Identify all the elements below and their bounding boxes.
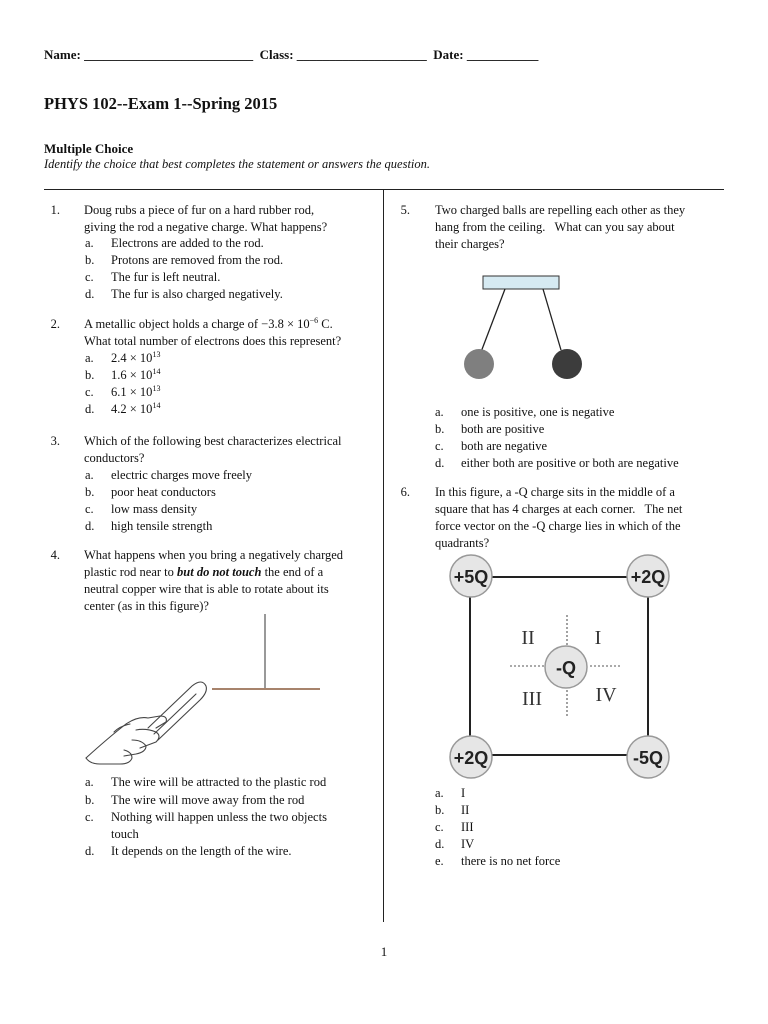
corner-charge-top-left xyxy=(450,555,492,597)
page-number: 1 xyxy=(380,944,388,959)
square-charges-figure xyxy=(442,550,682,786)
answer-option-4d[interactable]: d. It depends on the length of the wire. xyxy=(85,844,292,858)
emphasized-text: but do not touch xyxy=(177,565,262,579)
answer-option-3b[interactable]: b. poor heat conductors xyxy=(85,485,216,499)
quadrant-label-IV: IV xyxy=(595,684,617,706)
student-info-header xyxy=(44,47,538,63)
svg-text:-Q: -Q xyxy=(556,658,576,678)
answer-option-3c[interactable]: c. low mass density xyxy=(85,502,198,516)
answer-option-4b[interactable]: b. The wire will move away from the rod xyxy=(85,793,305,807)
question-number: 1. xyxy=(50,203,60,217)
answer-option-6d[interactable]: d. IV xyxy=(435,837,475,851)
answer-option-2a[interactable]: a. $2.4 \times 10^{13}$ xyxy=(85,350,161,365)
date-label: Date: xyxy=(433,47,464,62)
exam-title: PHYS 102--Exam 1--Spring 2015 xyxy=(44,94,278,113)
quadrant-label-II: II xyxy=(521,627,535,649)
question-text-line: A metallic object holds a charge of $-3.8 \times 10^{-6}$ C. xyxy=(84,316,333,331)
hand-with-rod xyxy=(86,682,206,764)
section-instructions: Identify the choice that best completes the statement or answers the question. xyxy=(44,157,431,171)
svg-text:+2Q: +2Q xyxy=(630,567,666,587)
question-text-line: conductors? xyxy=(84,451,145,465)
copper-wire xyxy=(212,614,320,689)
answer-option-4a[interactable]: a. The wire will be attracted to the plastic rod xyxy=(85,775,327,789)
answer-option-1b[interactable]: b. Protons are removed from the rod. xyxy=(85,253,284,267)
right-string xyxy=(543,289,561,350)
hanging-balls-figure xyxy=(455,272,595,384)
question-text-line: center (as in this figure)? xyxy=(84,599,209,613)
answer-option-2c[interactable]: c. $6.1 \times 10^{13}$ xyxy=(85,384,161,399)
question-text-line: What total number of electrons does this represent? xyxy=(84,334,342,348)
question-text-line: In this figure, a -Q charge sits in the middle of a xyxy=(435,485,675,499)
answer-option-6c[interactable]: c. III xyxy=(435,820,474,834)
left-string xyxy=(481,289,505,352)
center-charge xyxy=(545,646,587,688)
question-number: 4. xyxy=(50,548,60,562)
answer-option-6a[interactable]: a. I xyxy=(435,786,466,800)
answer-option-3a[interactable]: a. electric charges move freely xyxy=(85,468,253,482)
name-blank[interactable]: __________________________ xyxy=(84,47,254,62)
answer-option-5b[interactable]: b. both are positive xyxy=(435,422,545,436)
question-text-line: plastic rod near to but do not touch the end of a xyxy=(84,565,324,579)
hand-rod-wire-figure xyxy=(80,612,340,772)
quadrant-label-III: III xyxy=(522,688,542,710)
answer-option-4c[interactable]: c. Nothing will happen unless the two objects touch xyxy=(85,810,327,841)
corner-charge-bottom-right xyxy=(627,736,669,778)
question-number: 6. xyxy=(400,485,410,499)
answer-option-2d[interactable]: d. $4.2 \times 10^{14}$ xyxy=(85,401,161,416)
question-text-line: quadrants? xyxy=(435,536,490,550)
left-ball xyxy=(464,349,494,379)
answer-option-1a[interactable]: a. Electrons are added to the rod. xyxy=(85,236,264,250)
answer-option-6b[interactable]: b. II xyxy=(435,803,470,817)
ceiling-support xyxy=(483,276,559,289)
question-number: 5. xyxy=(400,203,410,217)
answer-option-1d[interactable]: d. The fur is also charged negatively. xyxy=(85,287,283,301)
question-text-line: Doug rubs a piece of fur on a hard rubber rod, xyxy=(84,203,315,217)
question-text-line: What happens when you bring a negatively charged xyxy=(84,548,344,562)
horizontal-divider xyxy=(44,189,724,190)
answer-option-2b[interactable]: b. $1.6 \times 10^{14}$ xyxy=(85,367,161,382)
answer-option-3d[interactable]: d. high tensile strength xyxy=(85,519,213,533)
question-text-line: Two charged balls are repelling each other as they xyxy=(435,203,686,217)
answer-option-1c[interactable]: c. The fur is left neutral. xyxy=(85,270,221,284)
question-number: 3. xyxy=(50,434,60,448)
question-text-line: giving the rod a negative charge. What happens? xyxy=(84,220,328,234)
corner-charge-bottom-left xyxy=(450,736,492,778)
corner-charge-top-right xyxy=(627,555,669,597)
question-text-line: force vector on the -Q charge lies in which of the xyxy=(435,519,681,533)
answer-option-5d[interactable]: d. either both are positive or both are negative xyxy=(435,456,679,470)
question-text-line: Which of the following best characterizes electrical xyxy=(84,434,342,448)
question-text-line: square that has 4 charges at each corner. The net xyxy=(435,502,683,516)
question-number: 2. xyxy=(50,317,60,331)
question-text-line: neutral copper wire that is able to rotate about its xyxy=(84,582,329,596)
answer-option-5a[interactable]: a. one is positive, one is negative xyxy=(435,405,615,419)
class-blank[interactable]: ____________________ xyxy=(296,47,427,62)
column-divider xyxy=(383,190,384,922)
answer-option-6e[interactable]: e. there is no net force xyxy=(435,854,561,868)
right-ball xyxy=(552,349,582,379)
svg-text:+2Q: +2Q xyxy=(453,748,489,768)
class-label: Class: xyxy=(259,47,294,62)
quadrant-label-I: I xyxy=(594,627,602,649)
answer-option-5c[interactable]: c. both are negative xyxy=(435,439,548,453)
date-blank[interactable]: ___________ xyxy=(466,47,539,62)
svg-text:+5Q: +5Q xyxy=(453,567,489,587)
svg-text:-5Q: -5Q xyxy=(632,748,664,768)
question-text-line: hang from the ceiling. What can you say about xyxy=(435,220,675,234)
section-title: Multiple Choice xyxy=(44,141,134,156)
name-label: Name: xyxy=(44,47,81,62)
question-text-line: their charges? xyxy=(435,237,505,251)
